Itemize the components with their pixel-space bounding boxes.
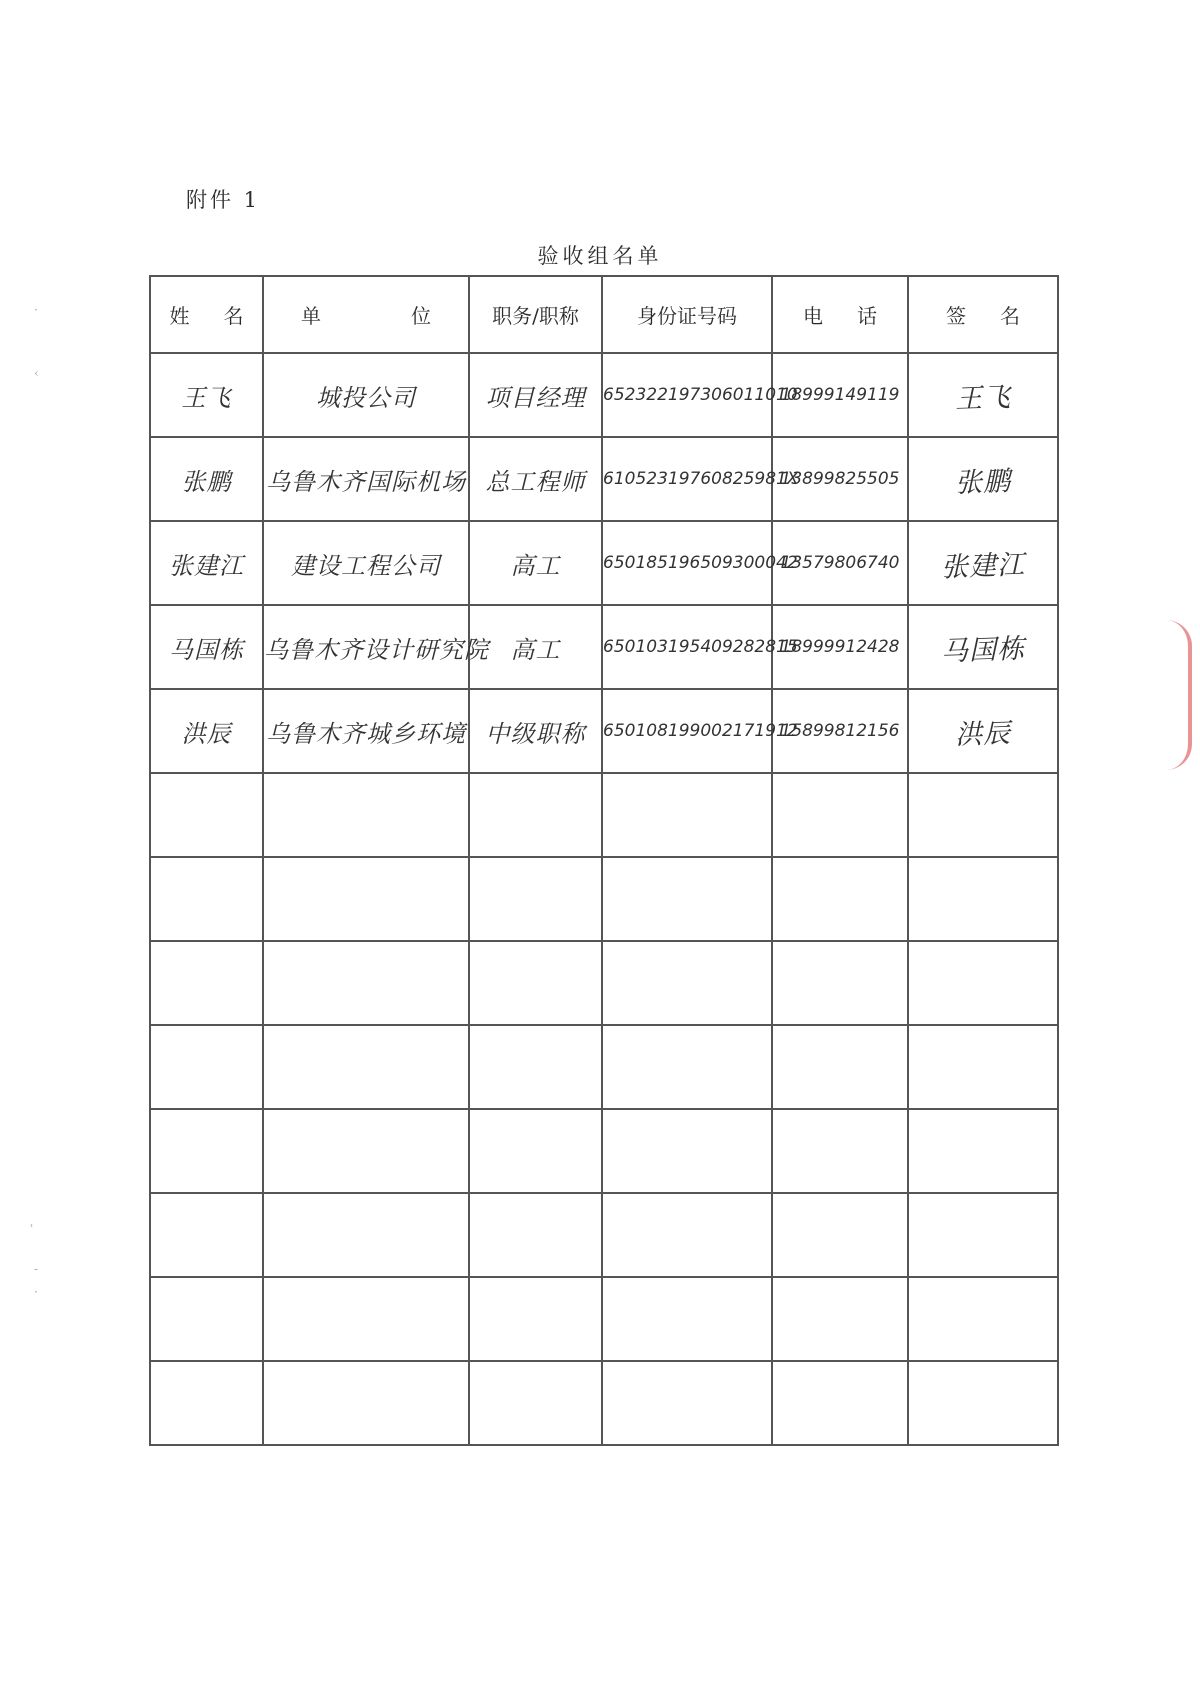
blank-cell	[150, 1277, 263, 1361]
header-name-char-2: 名	[223, 304, 244, 328]
member-name: 张鹏	[181, 467, 232, 496]
blank-cell	[150, 1025, 263, 1109]
table-body	[150, 353, 1058, 1445]
header-unit	[263, 276, 469, 353]
blank-cell	[469, 1277, 602, 1361]
scan-speck: ʿ	[30, 1222, 34, 1236]
header-title: 职务/职称	[469, 276, 602, 353]
scan-speck: -	[34, 1262, 39, 1276]
member-signature-cell	[908, 605, 1058, 689]
member-signature-cell	[908, 521, 1058, 605]
member-name-cell	[150, 521, 263, 605]
blank-cell	[908, 1193, 1058, 1277]
blank-cell	[772, 857, 908, 941]
member-unit-cell	[263, 605, 489, 689]
member-phone-cell	[772, 353, 908, 437]
scan-speck: ·	[34, 303, 38, 317]
blank-cell	[908, 1025, 1058, 1109]
member-unit-cell	[263, 437, 469, 521]
blank-cell	[469, 941, 602, 1025]
blank-cell	[469, 1361, 602, 1445]
header-name	[150, 276, 263, 353]
blank-cell	[263, 1277, 469, 1361]
table-row	[150, 437, 1058, 521]
member-phone-cell	[772, 605, 908, 689]
blank-cell	[602, 1277, 772, 1361]
member-unit: 乌鲁木齐国际机场	[266, 467, 466, 496]
blank-cell	[602, 773, 772, 857]
blank-cell	[263, 857, 469, 941]
member-phone-cell	[772, 521, 908, 605]
blank-cell	[263, 1109, 469, 1193]
header-name-char-1: 姓	[169, 304, 190, 328]
blank-table-row	[150, 857, 1058, 941]
header-unit-char-1: 单	[301, 304, 321, 328]
blank-cell	[772, 1277, 908, 1361]
member-id-number-cell	[602, 353, 798, 437]
red-seal-edge	[1166, 620, 1192, 770]
member-title: 高工	[510, 635, 561, 664]
blank-cell	[602, 1109, 772, 1193]
member-id-number-cell	[602, 605, 798, 689]
table-row	[150, 689, 1058, 773]
blank-table-row	[150, 941, 1058, 1025]
blank-cell	[150, 773, 263, 857]
member-name-cell	[150, 353, 263, 437]
blank-cell	[772, 1025, 908, 1109]
member-unit: 乌鲁木齐城乡环境	[266, 719, 466, 748]
blank-cell	[263, 773, 469, 857]
member-phone: 15899812156	[780, 721, 900, 741]
member-id-number: 650185196509300042	[603, 553, 798, 573]
blank-cell	[263, 1361, 469, 1445]
header-signature	[908, 276, 1058, 353]
blank-cell	[908, 1109, 1058, 1193]
member-id-number: 650108199002171912	[603, 721, 798, 741]
blank-table-row	[150, 1025, 1058, 1109]
blank-cell	[772, 941, 908, 1025]
header-signature-char-1: 签	[946, 304, 966, 328]
blank-cell	[772, 773, 908, 857]
member-phone: 13899825505	[780, 469, 900, 489]
member-signature-cell	[908, 689, 1058, 773]
member-id-number-cell	[602, 521, 798, 605]
header-unit-char-2: 位	[411, 304, 431, 328]
blank-cell	[469, 1109, 602, 1193]
blank-cell	[602, 941, 772, 1025]
blank-cell	[150, 1193, 263, 1277]
member-name: 王飞	[181, 383, 232, 412]
blank-cell	[772, 1361, 908, 1445]
member-name: 张建江	[169, 551, 244, 580]
member-title-cell	[469, 521, 602, 605]
table-row	[150, 521, 1058, 605]
blank-cell	[908, 857, 1058, 941]
member-unit-cell	[263, 353, 469, 437]
blank-cell	[150, 1109, 263, 1193]
member-signature: 王飞	[954, 381, 1012, 415]
blank-cell	[263, 941, 469, 1025]
blank-cell	[772, 1193, 908, 1277]
member-phone-cell	[772, 437, 908, 521]
blank-cell	[602, 857, 772, 941]
blank-cell	[469, 773, 602, 857]
member-unit-cell	[263, 689, 469, 773]
member-phone: 18999912428	[780, 637, 900, 657]
member-name-cell	[150, 437, 263, 521]
member-title-cell	[469, 353, 602, 437]
header-signature-char-2: 名	[1000, 304, 1020, 328]
member-title: 高工	[510, 551, 561, 580]
header-id-number: 身份证号码	[602, 276, 772, 353]
blank-cell	[150, 857, 263, 941]
table-row	[150, 353, 1058, 437]
blank-cell	[772, 1109, 908, 1193]
member-id-number: 650103195409282815	[603, 637, 798, 657]
member-name: 马国栋	[169, 635, 244, 664]
blank-table-row	[150, 1193, 1058, 1277]
blank-cell	[150, 941, 263, 1025]
member-signature: 张鹏	[954, 465, 1012, 499]
blank-table-row	[150, 1361, 1058, 1445]
member-phone: 13579806740	[780, 553, 900, 573]
table-header-row	[150, 276, 1058, 353]
header-phone-char-1: 电	[803, 304, 823, 328]
scan-speck: ‹	[34, 366, 39, 380]
blank-cell	[908, 773, 1058, 857]
member-title-cell	[469, 437, 602, 521]
blank-table-row	[150, 1277, 1058, 1361]
member-signature: 张建江	[940, 549, 1026, 583]
member-title: 总工程师	[485, 467, 586, 496]
member-phone: 18999149119	[780, 385, 900, 405]
header-phone	[772, 276, 908, 353]
scan-speck: ·	[34, 1285, 38, 1299]
blank-cell	[263, 1193, 469, 1277]
member-signature: 马国栋	[940, 633, 1026, 667]
blank-cell	[602, 1025, 772, 1109]
member-id-number: 61052319760825981X	[603, 469, 799, 489]
member-title: 中级职称	[485, 719, 586, 748]
member-id-number: 652322197306011010	[603, 385, 798, 405]
member-title-cell	[469, 689, 602, 773]
blank-cell	[908, 1277, 1058, 1361]
member-id-number-cell	[602, 437, 799, 521]
blank-cell	[469, 1193, 602, 1277]
member-name: 洪辰	[181, 719, 232, 748]
member-signature-cell	[908, 437, 1058, 521]
member-signature-cell	[908, 353, 1058, 437]
attachment-label: 附件 1	[186, 188, 261, 212]
member-unit: 乌鲁木齐设计研究院	[264, 635, 489, 664]
member-unit: 城投公司	[316, 383, 416, 412]
member-unit-cell	[263, 521, 469, 605]
blank-cell	[469, 1025, 602, 1109]
document-title: 验收组名单	[537, 244, 663, 268]
blank-cell	[263, 1025, 469, 1109]
member-unit: 建设工程公司	[291, 551, 441, 580]
member-title: 项目经理	[485, 383, 586, 412]
header-phone-char-2: 话	[857, 304, 877, 328]
blank-cell	[602, 1361, 772, 1445]
acceptance-team-table	[149, 275, 1059, 1446]
member-name-cell	[150, 689, 263, 773]
member-signature: 洪辰	[954, 717, 1012, 751]
blank-table-row	[150, 1109, 1058, 1193]
blank-cell	[602, 1193, 772, 1277]
blank-table-row	[150, 773, 1058, 857]
member-id-number-cell	[602, 689, 798, 773]
table-row	[150, 605, 1058, 689]
member-name-cell	[150, 605, 263, 689]
blank-cell	[150, 1361, 263, 1445]
blank-cell	[469, 857, 602, 941]
member-phone-cell	[772, 689, 908, 773]
blank-cell	[908, 941, 1058, 1025]
blank-cell	[908, 1361, 1058, 1445]
